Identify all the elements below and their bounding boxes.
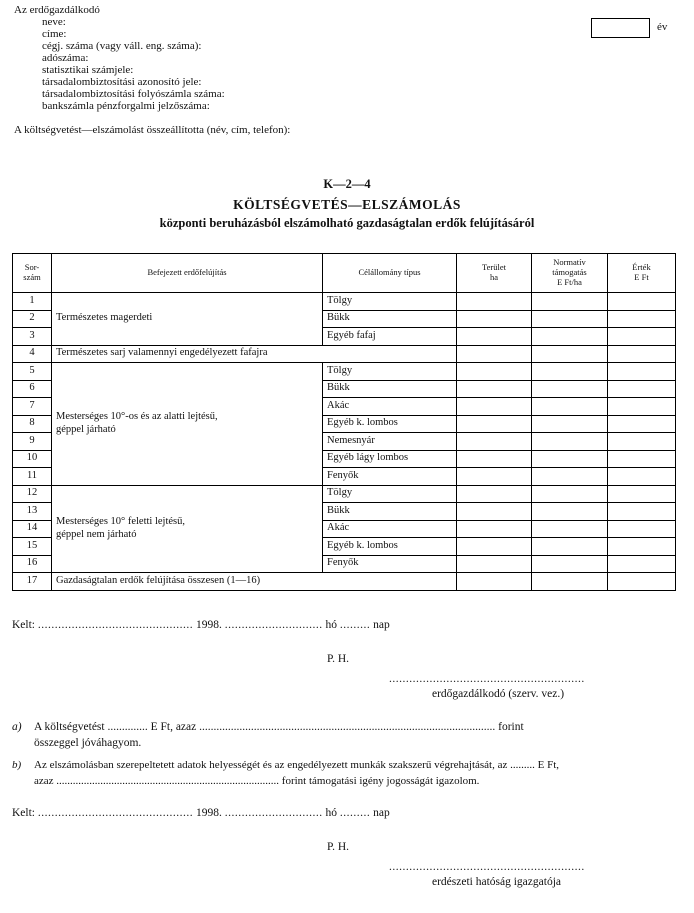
mark-a: a) [12,721,22,733]
species-cell: Nemesnyár [323,433,457,451]
value-cell[interactable] [608,293,676,311]
year-label: év [657,21,668,33]
table-row-total [13,573,676,591]
header-ertek [608,254,676,293]
area-cell[interactable] [457,433,532,451]
row-number: 11 [13,468,52,486]
subsidy-cell[interactable] [532,450,608,468]
subsidy-cell[interactable] [532,328,608,346]
row-number: 12 [13,485,52,503]
header-terulet [457,254,532,293]
row-number: 8 [13,415,52,433]
species-cell: Bükk [323,503,457,521]
header-befejezett-label: Befejezett erdőfelújítás [147,267,227,278]
field-cime: címe: [42,28,67,40]
value-cell[interactable] [608,503,676,521]
area-cell[interactable] [457,573,532,591]
area-cell[interactable] [457,538,532,556]
field-bankszamla: bankszámla pénzforgalmi jelzőszáma: [42,100,210,112]
verification-line-b [12,759,559,772]
species-cell: Tölgy [323,293,457,311]
day-dots[interactable]: ......... [339,807,371,819]
row-number: 5 [13,363,52,381]
mark-b: b) [12,759,22,771]
ho-label: hó [325,807,337,819]
header-normativ [532,254,608,293]
area-cell[interactable] [457,503,532,521]
place-dots[interactable]: .............................................. [37,807,194,819]
field-neve: neve: [42,16,66,28]
subsidy-cell[interactable] [532,293,608,311]
row-number: 2 [13,310,52,328]
year-text: 1998. [196,619,222,631]
area-cell[interactable] [457,520,532,538]
table-row [13,363,676,381]
species-cell: Akác [323,398,457,416]
value-cell[interactable] [608,520,676,538]
year-input-box[interactable] [591,18,650,38]
approval-line-a2: összeggel jóváhagyom. [34,737,142,749]
value-cell[interactable] [608,555,676,573]
field-statisztikai-szamjel: statisztikai számjele: [42,64,134,76]
header-celallomany-label: Célállomány típus [358,267,421,278]
subsidy-cell[interactable] [532,538,608,556]
compiled-by-label: A költségvetést—elszámolást összeállította (név, cím, telefon): [14,124,291,136]
kelt-label: Kelt: [12,619,35,631]
value-cell[interactable] [608,433,676,451]
subsidy-cell[interactable] [532,485,608,503]
row-number: 15 [13,538,52,556]
value-cell[interactable] [608,380,676,398]
table-row [13,293,676,311]
subsidy-cell[interactable] [532,415,608,433]
group-termeszetes-sarj: Természetes sarj valamennyi engedélyezett fafajra [52,345,457,363]
species-cell: Egyéb k. lombos [323,415,457,433]
row-number: 1 [13,293,52,311]
header-erdogazdalkodo: Az erdőgazdálkodó [14,4,100,16]
area-cell[interactable] [457,450,532,468]
species-cell: Egyéb fafaj [323,328,457,346]
value-cell[interactable] [608,485,676,503]
header-celallomany [323,254,457,293]
day-dots[interactable]: ......... [339,619,371,631]
species-cell: Bükk [323,310,457,328]
subsidy-cell[interactable] [532,503,608,521]
signature-line-2[interactable]: .......................................................... [389,861,585,873]
species-cell: Bükk [323,380,457,398]
kelt-line-2 [12,807,390,821]
approval-line-a [12,721,524,735]
form-code: K—2—4 [323,177,371,191]
value-cell[interactable] [608,363,676,381]
kelt-label: Kelt: [12,807,35,819]
group-mesterseges-10-alatt: Mesterséges 10°-os és az alatti lejtésű, géppel járható [52,363,323,486]
species-cell: Fenyők [323,555,457,573]
subsidy-cell[interactable] [532,573,608,591]
row-number: 17 [13,573,52,591]
header-befejezett [52,254,323,293]
area-cell[interactable] [457,380,532,398]
kelt-line-1 [12,619,390,633]
signature-line-1[interactable]: .......................................................... [389,673,585,685]
row-number: 14 [13,520,52,538]
row-number: 4 [13,345,52,363]
row-number: 9 [13,433,52,451]
group-termeszetes-magerdeti: Természetes magerdeti [52,293,323,346]
value-cell[interactable] [608,573,676,591]
row-number: 6 [13,380,52,398]
species-cell: Egyéb lágy lombos [323,450,457,468]
ho-label: hó [325,619,337,631]
field-tb-folyoszamla: társadalombiztosítási folyószámla száma: [42,88,225,100]
value-cell[interactable] [608,345,676,363]
subsidy-cell[interactable] [532,380,608,398]
month-dots[interactable]: ............................. [224,807,323,819]
ph-stamp-1: P. H. [327,653,350,665]
value-cell[interactable] [608,538,676,556]
area-cell[interactable] [457,555,532,573]
field-cegjegyzekszam: cégj. száma (vagy váll. eng. száma): [42,40,202,52]
value-cell[interactable] [608,398,676,416]
header-sorszam [13,254,52,293]
subsidy-cell[interactable] [532,310,608,328]
value-cell[interactable] [608,415,676,433]
document-subtitle: központi beruházásból elszámolható gazdaságtalan erdők felújításáról [159,216,535,230]
area-cell[interactable] [457,415,532,433]
area-cell[interactable] [457,293,532,311]
value-cell[interactable] [608,310,676,328]
area-cell[interactable] [457,363,532,381]
subsidy-cell[interactable] [532,433,608,451]
area-cell[interactable] [457,485,532,503]
field-adoszam: adószáma: [42,52,89,64]
species-cell: Akác [323,520,457,538]
value-cell[interactable] [608,450,676,468]
subsidy-cell[interactable] [532,555,608,573]
nap-label: nap [373,619,390,631]
signature-caption-2: erdészeti hatóság igazgatója [432,876,561,888]
subsidy-cell[interactable] [532,468,608,486]
value-cell[interactable] [608,468,676,486]
species-cell: Tölgy [323,485,457,503]
area-cell[interactable] [457,398,532,416]
approval-text-a: A költségvetést .............. E Ft, azaz ....................................................................................................... forint [34,721,524,733]
year-text: 1998. [196,807,222,819]
month-dots[interactable]: ............................. [224,619,323,631]
table-header-row [13,254,676,293]
subsidy-cell[interactable] [532,345,608,363]
species-cell: Tölgy [323,363,457,381]
row-number: 3 [13,328,52,346]
species-cell: Egyéb k. lombos [323,538,457,556]
table-row [13,345,676,363]
value-cell[interactable] [608,328,676,346]
document-title: KÖLTSÉGVETÉS—ELSZÁMOLÁS [233,197,461,212]
group-osszesen: Gazdaságtalan erdők felújítása összesen (1—16) [52,573,457,591]
field-tb-azonosito: társadalombiztosítási azonosító jele: [42,76,202,88]
species-cell: Fenyők [323,468,457,486]
area-cell[interactable] [457,310,532,328]
table-row [13,485,676,503]
verification-text-b: Az elszámolásban szerepeltetett adatok helyességét és az engedélyezett munkák szakszerű végrehajtását, az ......... E Ft, [34,759,560,771]
verification-line-b2: azaz ................................................................................. forint támogatási igény jogosságát igazolom. [34,775,480,787]
place-dots[interactable]: .............................................. [37,619,194,631]
area-cell[interactable] [457,345,532,363]
nap-label: nap [373,807,390,819]
row-number: 7 [13,398,52,416]
cost-table [12,253,676,591]
signature-caption-1: erdőgazdálkodó (szerv. vez.) [432,688,565,700]
area-cell[interactable] [457,468,532,486]
header-normativ-label: Normatív támogatás E Ft/ha [552,257,587,287]
row-number: 13 [13,503,52,521]
subsidy-cell[interactable] [532,363,608,381]
subsidy-cell[interactable] [532,398,608,416]
row-number: 10 [13,450,52,468]
header-terulet-label: Terület ha [482,262,506,282]
group-mesterseges-10-felett: Mesterséges 10° feletti lejtésű, géppel nem járható [52,485,323,573]
subsidy-cell[interactable] [532,520,608,538]
header-ertek-label: Érték E Ft [632,262,651,282]
ph-stamp-2: P. H. [327,841,350,853]
header-sorszam-label: Sor- szám [23,262,41,282]
area-cell[interactable] [457,328,532,346]
row-number: 16 [13,555,52,573]
